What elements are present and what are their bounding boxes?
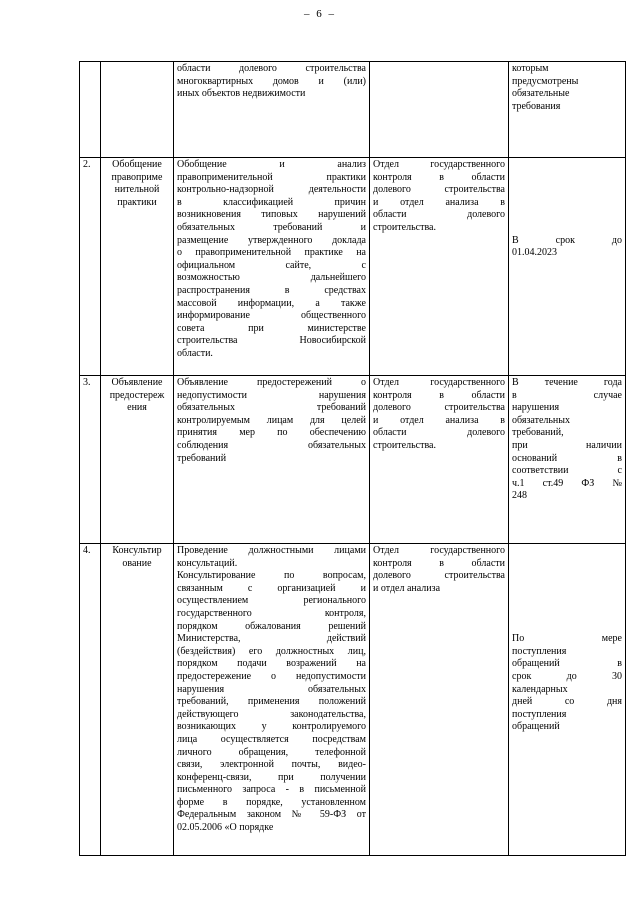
measure-type [101, 376, 174, 544]
desc-line: информирование общественного [177, 310, 366, 322]
row-number: 2. [80, 158, 101, 376]
desc-line: консультаций. [177, 557, 238, 569]
term-line: поступления [512, 645, 567, 657]
responsible-unit [370, 376, 509, 544]
desc-line: личного обращения, телефонной [177, 746, 366, 758]
table-row [80, 62, 626, 158]
responsible-unit [370, 544, 509, 856]
desc-line: Обобщение и анализ [177, 159, 366, 170]
kind-line: Консультир [112, 545, 162, 556]
desc-line: о правоприменительной практике на [177, 247, 366, 259]
measure-deadline [509, 158, 626, 376]
measure-description [174, 376, 370, 544]
desc-line: правоприменительной практики [177, 171, 366, 183]
desc-line: Консультирование по вопросам, [177, 570, 366, 582]
resp-line: Отдел государственного [373, 545, 505, 556]
desc-line: контролируемым лицам для целей [177, 414, 366, 426]
desc-line: конференц-связи, при получении [177, 771, 366, 783]
resp-line: области долевого [373, 427, 505, 439]
desc-line: требований [177, 452, 227, 464]
desc-line: обязательных требований [177, 402, 366, 414]
desc-line: лица осуществляется посредствам [177, 733, 366, 745]
desc-line: письменного запроса - в письменной [177, 784, 366, 796]
term-line: обязательных [512, 414, 570, 426]
term-line: дней со дня [512, 696, 622, 708]
measure-deadline [509, 376, 626, 544]
resp-line: Отдел государственного [373, 377, 505, 388]
measure-description [174, 62, 370, 158]
term-line: требований, [512, 427, 564, 439]
desc-line: государственного контроля, [177, 607, 366, 619]
desc-line: Объявление предостережений о [177, 377, 366, 388]
row-number: 3. [80, 376, 101, 544]
desc-line: связанным с организацией и [177, 582, 366, 594]
resp-line: долевого строительства [373, 184, 505, 196]
desc-line: в классификацией причин [177, 196, 366, 208]
table-row [80, 376, 626, 544]
desc-line: требований, применения положений [177, 696, 366, 708]
desc-line: принятия мер по обеспечению [177, 427, 366, 439]
desc-line: возникновения типовых нарушений [177, 209, 366, 221]
resp-line: области долевого [373, 209, 505, 221]
desc-line: области. [177, 347, 213, 359]
measure-type [101, 544, 174, 856]
table-row [80, 158, 626, 376]
desc-line: совета при министерстве [177, 322, 366, 334]
row-number: 4. [80, 544, 101, 856]
desc-line: официальном сайте, с [177, 259, 366, 271]
term-line: в случае [512, 389, 622, 401]
measure-type [101, 62, 174, 158]
desc-line: обязательных требований и [177, 221, 366, 233]
desc-line: размещение утвержденного доклада [177, 234, 366, 246]
resp-line: и отдел анализа в [373, 414, 505, 426]
kind-line: Объявление [111, 377, 163, 388]
term-line: при наличии [512, 439, 622, 451]
desc-line: (бездействия) его должностных лиц, [177, 645, 366, 657]
term-line: предусмотрены [512, 75, 579, 87]
measure-deadline [509, 62, 626, 158]
measure-description [174, 544, 370, 856]
desc-line: порядком обжалования решений [177, 620, 366, 632]
page-number: – 6 – [304, 8, 336, 20]
resp-line: долевого строительства [373, 570, 505, 582]
term-line: срок до 30 [512, 670, 622, 682]
term-line: По мере [512, 633, 622, 645]
term-line: обязательные [512, 88, 570, 100]
resp-line: контроля в области [373, 171, 505, 183]
desc-line: возникающих у контролируемого [177, 721, 366, 733]
measure-type [101, 158, 174, 376]
desc-line: контрольно-надзорной деятельности [177, 184, 366, 196]
desc-line: связи, электронной почты, видео- [177, 759, 366, 771]
term-line: обращений в [512, 658, 622, 670]
resp-line: и отдел анализа в [373, 196, 505, 208]
measure-description [174, 158, 370, 376]
measures-table [79, 61, 626, 856]
desc-line: области долевого строительства [177, 63, 366, 74]
desc-line: порядком подачи возражений на [177, 658, 366, 670]
desc-line: многоквартирных домов и (или) [177, 75, 366, 87]
term-line: оснований в [512, 452, 622, 464]
resp-line: строительства. [373, 221, 436, 233]
responsible-unit [370, 158, 509, 376]
desc-line: Проведение должностными лицами [177, 545, 366, 556]
responsible-unit [370, 62, 509, 158]
table-row [80, 544, 626, 856]
term-line: календарных [512, 683, 568, 695]
kind-line: предостереж [109, 389, 165, 401]
desc-line: возможностью дальнейшего [177, 272, 366, 284]
desc-line: соблюдения обязательных [177, 439, 366, 451]
resp-line: Отдел государственного [373, 159, 505, 170]
desc-line: нарушения обязательных [177, 683, 366, 695]
term-line: обращений [512, 721, 560, 733]
term-line: 01.04.2023 [512, 247, 557, 259]
term-line: 248 [512, 490, 527, 502]
row-number [80, 62, 101, 158]
desc-line: массовой информации, а также [177, 297, 366, 309]
term-line: В срок до [512, 234, 622, 246]
term-line: В течение года [512, 377, 622, 388]
desc-line: иных объектов недвижимости [177, 88, 306, 100]
term-line: ч.1 ст.49 ФЗ № [512, 477, 622, 489]
resp-line: контроля в области [373, 389, 505, 401]
term-line: поступления [512, 708, 567, 720]
kind-line: Обобщение [112, 159, 162, 170]
desc-line: недопустимости нарушения [177, 389, 366, 401]
term-line: нарушения [512, 402, 560, 414]
term-line: требования [512, 100, 561, 112]
resp-line: строительства. [373, 439, 436, 451]
kind-line: правоприме [111, 171, 163, 183]
measure-deadline [509, 544, 626, 856]
kind-line: ения [127, 402, 147, 414]
desc-line: предостережение о недопустимости [177, 670, 366, 682]
kind-line: нительной [114, 184, 160, 196]
kind-line: ование [122, 557, 152, 569]
kind-line: практики [117, 196, 157, 208]
desc-line: Федеральным законом № 59-ФЗ от [177, 809, 366, 821]
desc-line: распространения в средствах [177, 284, 366, 296]
desc-line: форме в порядке, установленном [177, 796, 366, 808]
resp-line: долевого строительства [373, 402, 505, 414]
desc-line: Министерства, действий [177, 633, 366, 645]
desc-line: осуществлением регионального [177, 595, 366, 607]
desc-line: действующего законодательства, [177, 708, 366, 720]
desc-line: 02.05.2006 «О порядке [177, 822, 274, 834]
resp-line: контроля в области [373, 557, 505, 569]
desc-line: строительства Новосибирской [177, 335, 366, 347]
term-line: соответствии с [512, 465, 622, 477]
term-line: которым [512, 63, 549, 74]
resp-line: и отдел анализа [373, 582, 441, 594]
